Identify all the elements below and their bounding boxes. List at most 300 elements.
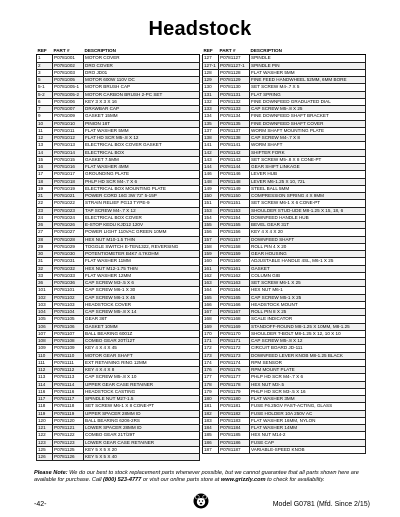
table-row (203, 164, 366, 171)
table-row (37, 258, 200, 265)
description-cell: KEY 4 X 4 X 20 (250, 229, 366, 236)
table-row (37, 135, 200, 142)
table-row (203, 396, 366, 403)
table-row (37, 178, 200, 185)
part-number-cell: P0781186 (219, 439, 250, 446)
ref-cell: 109 (37, 345, 53, 352)
description-cell: FUSE HOLDER 10A 250V AC (250, 410, 366, 417)
part-number-cell: P0781177 (219, 374, 250, 381)
table-row (203, 294, 366, 301)
ref-cell: 142 (203, 149, 219, 156)
ref-cell: 184 (203, 425, 219, 432)
ref-cell: 13 (37, 142, 53, 149)
table-header-row (37, 48, 200, 55)
part-number-cell: P0781109 (53, 345, 84, 352)
ref-cell: 104 (37, 309, 53, 316)
description-cell: SET SCREW M6-1 X 25 (250, 280, 366, 287)
part-number-cell: P0781101 (53, 287, 84, 294)
table-row (37, 164, 200, 171)
part-number-cell: P0781010 (53, 120, 84, 127)
description-cell: HEADSTOCK CASTING (84, 388, 200, 395)
part-number-cell: P0781126 (53, 454, 84, 461)
table-row (203, 62, 366, 69)
part-number-cell: P0781005-2 (53, 91, 84, 98)
table-row (203, 287, 366, 294)
description-cell: GASKET 10MM (84, 323, 200, 330)
part-number-cell: P0781148 (219, 178, 250, 185)
part-number-cell: P0781026 (53, 222, 84, 229)
table-row (203, 432, 366, 439)
part-number-cell: P0781163 (219, 280, 250, 287)
part-number-cell: P0781003 (53, 69, 84, 76)
ref-cell: 31 (37, 258, 53, 265)
table-row (37, 84, 200, 91)
table-row (203, 243, 366, 250)
table-row (203, 149, 366, 156)
description-cell: DOWNFEED SHAFT (250, 236, 366, 243)
ref-cell: 24 (37, 214, 53, 221)
part-number-cell: P0781158 (219, 243, 250, 250)
ref-cell: 171 (203, 338, 219, 345)
table-row (203, 410, 366, 417)
description-cell: BEVEL GEAR 31T (250, 222, 366, 229)
description-cell: ELECTRICAL BOX MOUNTING PLATE (84, 185, 200, 192)
ref-cell: 183 (203, 417, 219, 424)
table-row (37, 374, 200, 381)
ref-cell: 106 (37, 323, 53, 330)
part-number-cell: P0781105 (53, 316, 84, 323)
part-number-cell: P0781113 (53, 374, 84, 381)
description-cell: CAP SCREW M5-.8 X 14 (84, 309, 200, 316)
ref-cell: 26 (37, 222, 53, 229)
ref-cell: 101 (37, 287, 53, 294)
part-number-cell: P0781006 (53, 98, 84, 105)
part-number-cell: P0781108 (53, 338, 84, 345)
description-cell: CAP SCREW M5-.8 X 12 (250, 338, 366, 345)
table-row (203, 446, 366, 453)
description-cell: STANDOFF-ROUND M8-1.25 X 10MM, M8-1.25 (250, 323, 366, 330)
parts-availability-notice (34, 470, 370, 484)
table-row (203, 91, 366, 98)
ref-header: REF (203, 48, 219, 55)
description-cell: TOGGLE SWITCH E-TEN1322, REVERSING (84, 243, 200, 250)
part-number-cell: P0781133 (219, 106, 250, 113)
table-row (37, 367, 200, 374)
description-cell: SET SCREW M6-1 X 6 CONE-PT (250, 200, 366, 207)
part-number-cell: P0781161 (219, 265, 250, 272)
part-number-cell: P0781107 (53, 330, 84, 337)
table-row (203, 258, 366, 265)
description-cell: SHOULDER T-BOLT M8-1.25 X 12, 10 X 10 (250, 330, 366, 337)
ref-cell: 19 (37, 185, 53, 192)
notice-tail: or visit our online parts store at (141, 477, 221, 484)
part-number-cell: P0781183 (219, 417, 250, 424)
table-row (203, 330, 366, 337)
description-cell: PHLP HD SCR M3-.5 X 16 (250, 388, 366, 395)
ref-cell: 108 (37, 338, 53, 345)
part-number-cell: P0781134 (219, 113, 250, 120)
part-number-cell: P0781179 (219, 388, 250, 395)
table-row (37, 185, 200, 192)
table-row (203, 388, 366, 395)
description-cell: HEX NUT M14-2 (250, 432, 366, 439)
page-number: -42- (34, 501, 47, 508)
ref-cell: 36 (37, 280, 53, 287)
table-row (37, 69, 200, 76)
ref-cell: 149 (203, 185, 219, 192)
table-row (37, 359, 200, 366)
ref-cell: 113 (37, 374, 53, 381)
part-number-cell: P0781014 (53, 149, 84, 156)
table-row (37, 214, 200, 221)
ref-cell: 122 (37, 432, 53, 439)
table-row (203, 316, 366, 323)
description-cell: DRAWBAR CAP (84, 106, 200, 113)
description-cell: ELECTRICAL BOX COVER (84, 214, 200, 221)
description-cell: COMPRESSION SPRING 4 X 9MM (250, 193, 366, 200)
ref-cell: 177 (203, 374, 219, 381)
ref-cell: 162 (203, 272, 219, 279)
part-number-cell: P0781127 (219, 55, 250, 62)
description-cell: DRO COVER (84, 62, 200, 69)
table-row (203, 113, 366, 120)
table-row (37, 432, 200, 439)
ref-cell: 21 (37, 193, 53, 200)
table-row (203, 200, 366, 207)
ref-cell: 9 (37, 113, 53, 120)
description-header: DESCRIPTION (250, 48, 366, 55)
table-row (37, 120, 200, 127)
description-cell: SHOULDER STUD-UDE M8-1.25 X 15, 18, 6 (250, 207, 366, 214)
part-number-cell: P0781033 (53, 272, 84, 279)
ref-cell: 163 (203, 280, 219, 287)
part-number-cell: P0781174 (219, 359, 250, 366)
notice-end: to check for availability. (265, 477, 325, 484)
ref-cell: 33 (37, 272, 53, 279)
description-cell: MOTOR COVER (84, 55, 200, 62)
table-row (203, 265, 366, 272)
ref-cell: 127-1 (203, 62, 219, 69)
description-cell: MOTOR BRUSH CAP (84, 84, 200, 91)
description-cell: HEX NUT M12-1.75 THIN (84, 265, 200, 272)
ref-cell: 103 (37, 301, 53, 308)
part-number-cell: P0781104 (53, 309, 84, 316)
description-cell: GEAR 36T (84, 316, 200, 323)
table-row (37, 309, 200, 316)
table-row (37, 396, 200, 403)
description-cell: EXT RETAINING RING 12MM (84, 359, 200, 366)
part-number-cell: P0781032 (53, 265, 84, 272)
ref-cell: 159 (203, 251, 219, 258)
ref-cell: 2 (37, 62, 53, 69)
part-number-cell: P0781016 (53, 164, 84, 171)
notice-text: We do our best to stock replacement parts whenever possible, but we cannot guarantee that all parts shown here are available for purchase. Call (34, 470, 359, 484)
table-row (203, 367, 366, 374)
table-row (37, 330, 200, 337)
description-cell: CAP SCREW M5-.8 X 25 (250, 106, 366, 113)
description-cell: COMBO GEAR 21T/29T (84, 432, 200, 439)
part-number-cell: P0781167 (219, 309, 250, 316)
part-number-cell: P0781185 (219, 432, 250, 439)
part-number-cell: P0781131 (219, 91, 250, 98)
ref-cell: 30 (37, 251, 53, 258)
table-row (37, 403, 200, 410)
description-cell: LOWER GEAR CASE RETAINER (84, 439, 200, 446)
part-number-cell: P0781110 (53, 352, 84, 359)
part-number-cell: P0781112 (53, 367, 84, 374)
description-cell: SET SCREW M6-1 X 8 CONE-PT (84, 403, 200, 410)
description-cell: CAP SCREW M3-.5 X 6 (84, 280, 200, 287)
ref-cell: 174 (203, 359, 219, 366)
table-row (203, 156, 366, 163)
ref-cell: 119 (37, 410, 53, 417)
table-row (37, 294, 200, 301)
table-row (37, 200, 200, 207)
description-cell: FINE DOWNFEED SHAFT COVER (250, 120, 366, 127)
description-cell: FLAT HD SCR M5-.8 X 12 (84, 135, 200, 142)
description-cell: UPPER SPACER 28MM ID (84, 410, 200, 417)
part-number-cell: P0781123 (53, 439, 84, 446)
ref-cell: 29 (37, 243, 53, 250)
ref-cell: 127 (203, 55, 219, 62)
description-cell: BALL BEARING 6206-2RS (84, 417, 200, 424)
description-cell: KEY 4 X 4 X 8 (84, 367, 200, 374)
description-cell: FLAT WASHER 4MM (84, 164, 200, 171)
model-label: Model G0781 (Mfd. Since 2/15) (272, 501, 370, 508)
page-title: Headstock (148, 18, 252, 40)
table-row (203, 338, 366, 345)
table-row (203, 251, 366, 258)
part-number-cell: P0781130 (219, 84, 250, 91)
table-row (37, 381, 200, 388)
ref-cell: 132 (203, 98, 219, 105)
notice-website-link[interactable]: www.grizzly.com (220, 477, 266, 484)
part-number-cell: P0781172 (219, 345, 250, 352)
table-row (203, 69, 366, 76)
part-number-cell: P0781141 (219, 142, 250, 149)
ref-cell: 186 (203, 439, 219, 446)
ref-cell: 138 (203, 135, 219, 142)
part-number-cell: P0781182 (219, 410, 250, 417)
description-cell: SPINDLE PIN (250, 62, 366, 69)
description-cell: CAP SCREW M6-1 X 45 (84, 294, 200, 301)
notice-lead: Please Note: (34, 470, 68, 476)
description-cell: DOWNFEED LEVER KNOB M8-1.25 BLACK (250, 352, 366, 359)
part-number-cell: P0781160 (219, 258, 250, 265)
table-row (37, 222, 200, 229)
ref-cell: 169 (203, 323, 219, 330)
ref-cell: 135 (203, 120, 219, 127)
table-row (203, 77, 366, 84)
table-row (37, 77, 200, 84)
table-row (203, 178, 366, 185)
ref-cell: 168 (203, 316, 219, 323)
part-number-cell: P0781009 (53, 113, 84, 120)
parts-table-left (36, 48, 200, 461)
ref-cell: 5-1 (37, 84, 53, 91)
parts-table-right (202, 48, 366, 454)
table-row (203, 207, 366, 214)
part-number-cell: P0781117 (53, 396, 84, 403)
table-row (37, 280, 200, 287)
part-number-cell: P0781103 (53, 301, 84, 308)
ref-cell: 130 (203, 84, 219, 91)
description-cell: SET SCREW M4-.7 X 5 (250, 84, 366, 91)
part-number-cell: P0781176 (219, 367, 250, 374)
table-row (203, 236, 366, 243)
part-number-cell: P0781001 (53, 55, 84, 62)
ref-cell: 15 (37, 156, 53, 163)
description-cell: SCALE INDICATOR (250, 316, 366, 323)
table-row (37, 338, 200, 345)
part-number-cell: P0781154 (219, 214, 250, 221)
description-cell: CAP SCREW M5-.8 X 10 (84, 374, 200, 381)
part-number-cell: P0781144 (219, 164, 250, 171)
part-number-cell: P0781127-1 (219, 62, 250, 69)
description-cell: KEY 4 X 4 X 45 (84, 345, 200, 352)
table-row (37, 265, 200, 272)
description-cell: FLAT SPRING (250, 91, 366, 98)
description-cell: CAP SCREW M6-1 X 30 (84, 287, 200, 294)
description-cell: CAP SCREW M4-.7 X 8 (250, 135, 366, 142)
ref-cell: 14 (37, 149, 53, 156)
table-row (203, 185, 366, 192)
table-row (203, 417, 366, 424)
description-cell: LEVER M6-1.25 X 10, 72L (250, 178, 366, 185)
ref-cell: 167 (203, 309, 219, 316)
description-cell: FLAT WASHER 11MM (84, 258, 200, 265)
table-row (37, 454, 200, 461)
part-number-cell: P0781018 (53, 178, 84, 185)
table-row (203, 403, 366, 410)
table-row (203, 309, 366, 316)
description-cell: HEX NUT M6-1 (250, 287, 366, 294)
description-cell: FLAT WASHER 12MM (84, 272, 200, 279)
part-number-cell: P0781017 (53, 171, 84, 178)
part-number-cell: P0781118 (53, 403, 84, 410)
description-cell: GROUNDING PLATE (84, 171, 200, 178)
table-row (37, 243, 200, 250)
ref-cell: 1 (37, 55, 53, 62)
description-cell: HEX NUT M3-.5 (250, 381, 366, 388)
description-cell: TAP SCREW M4-.7 X 12 (84, 207, 200, 214)
description-cell: CAP SCREW M5-1 X 25 (250, 294, 366, 301)
part-number-cell: P0781169 (219, 323, 250, 330)
ref-cell: 153 (203, 207, 219, 214)
part-header: PART # (219, 48, 250, 55)
ref-cell: 126 (37, 454, 53, 461)
part-number-cell: P0781002 (53, 62, 84, 69)
ref-cell: 6 (37, 98, 53, 105)
table-row (37, 316, 200, 323)
table-row (37, 345, 200, 352)
description-cell: VARIABLE-SPEED KNOB (250, 446, 366, 453)
description-cell: DOWNFEED HANDLE HUB (250, 214, 366, 221)
ref-cell: 117 (37, 396, 53, 403)
description-cell: MOTOR CARBON BRUSH 2-PC SET (84, 91, 200, 98)
ref-cell: 128 (203, 69, 219, 76)
description-cell: POWER LIGHT 110VAC GREEN 10MM (84, 229, 200, 236)
part-number-cell: P0781012 (53, 135, 84, 142)
part-number-cell: P0781011 (53, 127, 84, 134)
ref-cell: 160 (203, 258, 219, 265)
table-row (37, 171, 200, 178)
part-number-cell: P0781019 (53, 185, 84, 192)
part-number-cell: P0781138 (219, 135, 250, 142)
ref-cell: 27 (37, 229, 53, 236)
ref-cell: 22 (37, 200, 53, 207)
table-row (203, 359, 366, 366)
part-number-cell: P0781166 (219, 301, 250, 308)
table-row (203, 84, 366, 91)
table-row (37, 142, 200, 149)
table-row (203, 222, 366, 229)
description-cell: FLAT WASHER 5MM (84, 127, 200, 134)
table-row (37, 229, 200, 236)
part-header: PART # (53, 48, 84, 55)
part-number-cell: P0781125 (53, 446, 84, 453)
part-number-cell: P0781031 (53, 258, 84, 265)
description-cell: RPM MOUNT PLATE (250, 367, 366, 374)
part-number-cell: P0781036 (53, 280, 84, 287)
table-row (37, 113, 200, 120)
description-cell: FLAT WASHER 5MM (250, 69, 366, 76)
part-number-cell: P0781120 (53, 417, 84, 424)
ref-cell: 116 (37, 388, 53, 395)
ref-cell: 110 (37, 352, 53, 359)
table-row (37, 98, 200, 105)
table-row (203, 98, 366, 105)
table-row (37, 301, 200, 308)
part-number-cell: P0781146 (219, 171, 250, 178)
table-row (37, 251, 200, 258)
table-row (203, 352, 366, 359)
description-cell: LOWER SPACER 28MM ID (84, 425, 200, 432)
part-number-cell: P0781023 (53, 207, 84, 214)
description-cell: HEADSTOCK COVER (84, 301, 200, 308)
part-number-cell: P0781151 (219, 200, 250, 207)
ref-header: REF (37, 48, 53, 55)
description-cell: GASKET 7.5MM (84, 156, 200, 163)
part-number-cell: P0781168 (219, 316, 250, 323)
part-number-cell: P0781159 (219, 251, 250, 258)
part-number-cell: P0781165 (219, 294, 250, 301)
part-number-cell: P0781021 (53, 193, 84, 200)
part-number-cell: P0781027 (53, 229, 84, 236)
table-row (37, 425, 200, 432)
description-cell: BALL BEARING 6001Z (84, 330, 200, 337)
table-row (37, 62, 200, 69)
table-row (37, 272, 200, 279)
description-cell: GASKET (250, 265, 366, 272)
ref-cell: 164 (203, 287, 219, 294)
table-row (203, 439, 366, 446)
description-cell: FINE DOWNFEED SHAFT BRACKET (250, 113, 366, 120)
part-number-cell: P0781129 (219, 77, 250, 84)
table-row (37, 127, 200, 134)
table-row (37, 439, 200, 446)
description-cell: UPPER GEAR CASE RETAINER (84, 381, 200, 388)
ref-cell: 123 (37, 439, 53, 446)
ref-cell: 133 (203, 106, 219, 113)
table-row (203, 229, 366, 236)
description-cell: SPINDLE NUT M27-1.5 (84, 396, 200, 403)
ref-cell: 144 (203, 164, 219, 171)
ref-cell: 17 (37, 171, 53, 178)
ref-cell: 166 (203, 301, 219, 308)
ref-cell: 157 (203, 236, 219, 243)
ref-cell: 165 (203, 294, 219, 301)
